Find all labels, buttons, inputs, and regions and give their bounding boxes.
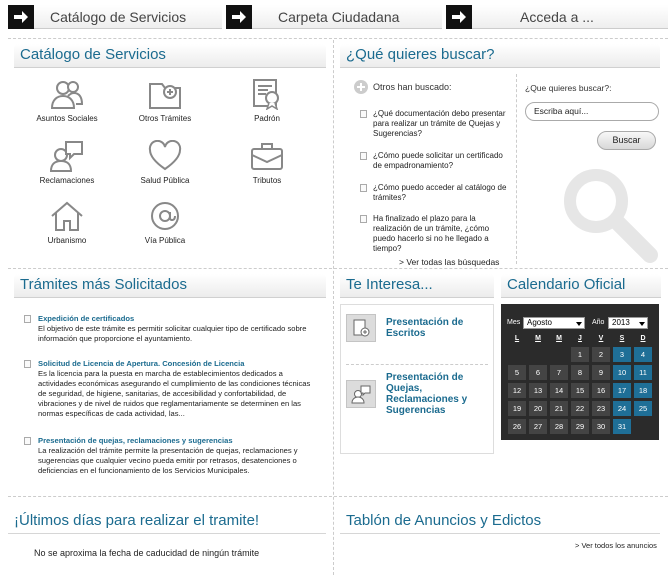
bullet-icon xyxy=(24,360,31,368)
arrow-right-icon xyxy=(226,5,252,29)
topnav-label: Acceda a ... xyxy=(472,5,668,29)
tramite-description: Es la licencia para la puesta en marcha de establecimientos dedicados a actividades económicas asegurando el cumplimiento de las condiciones técnicas de seguridad, de higiene, sanitarias, de accesibilidad y confortabilidad, de vibraciones y de nivel de ruidos que reglamentariamente se determinen en las normas específicas de cada actividad, las... xyxy=(38,369,311,418)
tramite-item[interactable] xyxy=(24,436,314,476)
calendar-day[interactable]: 17 xyxy=(613,383,631,398)
calendar-day[interactable]: 10 xyxy=(613,365,631,380)
calendar-day[interactable]: 13 xyxy=(529,383,547,398)
interesa-item-label: Presentación de Quejas, Reclamaciones y Sugerencias xyxy=(386,372,468,416)
calendar-day[interactable]: 29 xyxy=(571,419,589,434)
ultimos-message: No se aproxima la fecha de caducidad de ningún trámite xyxy=(34,548,260,558)
calendar-day[interactable]: 1 xyxy=(571,347,589,362)
divider xyxy=(516,74,517,264)
search-question[interactable] xyxy=(360,183,510,203)
bullet-icon xyxy=(360,152,367,160)
calendar-day[interactable]: 21 xyxy=(550,401,568,416)
question-text: ¿Cómo puede solicitar un certificado de empadronamiento? xyxy=(373,151,503,170)
calendar-day[interactable]: 12 xyxy=(508,383,526,398)
calendar-day[interactable]: 31 xyxy=(613,419,631,434)
bullet-icon xyxy=(24,437,31,445)
chevron-down-icon xyxy=(576,322,582,326)
calendar-day[interactable]: 30 xyxy=(592,419,610,434)
catalog-item-label: Padrón xyxy=(254,114,280,123)
search-question[interactable] xyxy=(360,109,510,139)
question-text: Ha finalizado el plazo para la realización de un trámite, ¿cómo puedo hacerlo si no he llegado a tiempo? xyxy=(373,214,490,253)
interesa-item-label: Presentación de Escritos xyxy=(386,317,464,339)
catalog-item-label: Urbanismo xyxy=(47,236,87,245)
arrow-right-icon xyxy=(8,5,34,29)
catalog-title: Catálogo de Servicios xyxy=(14,44,326,68)
calendar-day[interactable]: 18 xyxy=(634,383,652,398)
calendar-day[interactable]: 4 xyxy=(634,347,652,362)
topnav-label: Carpeta Ciudadana xyxy=(252,5,442,29)
certificate-icon xyxy=(250,78,284,110)
see-all-searches-link[interactable]: > Ver todas las búsquedas xyxy=(399,257,500,267)
catalog-item-label: Salud Pública xyxy=(140,176,190,185)
calendar-widget xyxy=(501,304,659,440)
house-icon xyxy=(50,200,84,232)
bullet-icon xyxy=(360,184,367,192)
catalog-item-salud-publica[interactable] xyxy=(120,140,210,185)
catalog-item-padron[interactable] xyxy=(222,78,312,123)
calendar-day[interactable]: 5 xyxy=(508,365,526,380)
search-title: ¿Qué quieres buscar? xyxy=(340,44,660,68)
calendar-day xyxy=(508,347,526,362)
calendar-day[interactable]: 9 xyxy=(592,365,610,380)
top-navigation xyxy=(0,0,672,38)
calendar-day[interactable]: 14 xyxy=(550,383,568,398)
calendar-day[interactable]: 23 xyxy=(592,401,610,416)
divider xyxy=(8,496,668,497)
month-select[interactable] xyxy=(523,317,585,329)
catalog-item-otros-tramites[interactable] xyxy=(120,78,210,123)
month-label: Mes xyxy=(507,319,521,326)
topnav-carpeta[interactable] xyxy=(226,5,442,29)
calendar-day[interactable]: 6 xyxy=(529,365,547,380)
weekday-label: S xyxy=(619,335,625,342)
catalog-item-label: Vía Pública xyxy=(144,236,186,245)
others-searched-label: Otros han buscado: xyxy=(373,82,452,92)
question-text: ¿Cómo puedo acceder al catálogo de trámites? xyxy=(373,183,507,202)
interesa-item-quejas[interactable] xyxy=(346,372,486,416)
briefcase-icon xyxy=(250,140,284,172)
divider xyxy=(346,364,488,365)
calendar-day[interactable]: 25 xyxy=(634,401,652,416)
tramite-title[interactable]: Expedición de certificados xyxy=(38,314,135,323)
catalog-item-via-publica[interactable] xyxy=(120,200,210,245)
catalog-item-label: Reclamaciones xyxy=(39,176,95,185)
catalog-item-asuntos-sociales[interactable] xyxy=(22,78,112,123)
tramite-description: La realización del trámite permite la presentación de quejas, reclamaciones y sugerencias que cualquier vecino pueda emitir por retrasos, desatenciones o deficiencias en el funcionamiento de los Servicios Municipales. xyxy=(38,446,298,475)
calendar-day[interactable]: 20 xyxy=(529,401,547,416)
interesa-item-escritos[interactable] xyxy=(346,314,486,342)
interesa-title: Te Interesa... xyxy=(340,274,494,298)
weekday-label: V xyxy=(598,335,604,342)
arrow-right-icon xyxy=(446,5,472,29)
calendar-day[interactable]: 27 xyxy=(529,419,547,434)
calendar-day[interactable]: 24 xyxy=(613,401,631,416)
heart-icon xyxy=(148,140,182,172)
ultimos-title: ¡Últimos días para realizar el tramite! xyxy=(8,510,326,534)
document-plus-icon xyxy=(346,314,376,342)
calendar-day xyxy=(529,347,547,362)
calendar-day xyxy=(550,347,568,362)
calendar-title: Calendario Oficial xyxy=(501,274,661,298)
at-sign-icon xyxy=(148,200,182,232)
calendar-day[interactable]: 3 xyxy=(613,347,631,362)
weekday-label: D xyxy=(640,335,646,342)
search-input[interactable]: Escriba aquí... xyxy=(525,102,659,121)
calendar-day[interactable]: 7 xyxy=(550,365,568,380)
month-value: Agosto xyxy=(527,318,552,327)
tablon-title: Tablón de Anuncios y Edictos xyxy=(340,510,660,534)
catalog-item-tributos[interactable] xyxy=(222,140,312,185)
bullet-icon xyxy=(360,215,367,223)
catalog-item-label: Asuntos Sociales xyxy=(36,114,98,123)
calendar-day[interactable]: 8 xyxy=(571,365,589,380)
weekday-label: J xyxy=(578,335,582,342)
calendar-day[interactable]: 28 xyxy=(550,419,568,434)
calendar-day xyxy=(634,419,652,434)
bullet-icon xyxy=(24,315,31,323)
calendar-day[interactable]: 11 xyxy=(634,365,652,380)
magnifier-icon xyxy=(560,165,664,265)
tramite-item[interactable] xyxy=(24,359,314,419)
tramite-title[interactable]: Presentación de quejas, reclamaciones y sugerencias xyxy=(38,436,233,445)
calendar-day[interactable]: 2 xyxy=(592,347,610,362)
plus-circle-icon xyxy=(354,80,368,94)
chat-people-icon xyxy=(50,140,84,172)
catalog-item-reclamaciones[interactable] xyxy=(22,140,112,185)
year-value: 2013 xyxy=(612,318,630,327)
tramites-title: Trámites más Solicitados xyxy=(14,274,326,298)
search-field-label: ¿Que quieres buscar?: xyxy=(525,83,612,93)
chevron-down-icon xyxy=(639,322,645,326)
catalog-item-label: Tributos xyxy=(252,176,282,185)
tramite-description: El objetivo de este trámite es permitir solicitar cualquier tipo de certificado sobre información que proporcione el ayuntamiento. xyxy=(38,324,307,343)
chat-people-icon xyxy=(346,380,376,408)
weekday-label: L xyxy=(514,335,520,342)
bullet-icon xyxy=(360,110,367,118)
calendar-day[interactable]: 26 xyxy=(508,419,526,434)
topnav-catalogo[interactable] xyxy=(8,5,222,29)
year-label: Año xyxy=(592,319,605,326)
divider xyxy=(8,38,668,39)
folder-plus-icon xyxy=(148,78,182,110)
topnav-acceda[interactable] xyxy=(446,5,668,29)
calendar-day[interactable]: 22 xyxy=(571,401,589,416)
catalog-item-urbanismo[interactable] xyxy=(22,200,112,245)
question-text: ¿Qué documentación debo presentar para realizar un trámite de Quejas y Sugerencias? xyxy=(373,109,506,138)
calendar-day[interactable]: 15 xyxy=(571,383,589,398)
tramite-item[interactable] xyxy=(24,314,314,344)
see-all-announcements-link[interactable]: > Ver todos los anuncios xyxy=(575,541,657,550)
weekday-label: M xyxy=(535,335,541,342)
divider xyxy=(8,268,668,269)
tramite-title[interactable]: Solicitud de Licencia de Apertura. Concesión de Licencia xyxy=(38,359,245,368)
catalog-item-label: Otros Trámites xyxy=(138,114,192,123)
year-select[interactable] xyxy=(608,317,648,329)
people-icon xyxy=(50,78,84,110)
topnav-label: Catálogo de Servicios xyxy=(34,5,222,29)
search-question[interactable] xyxy=(360,214,510,254)
search-question[interactable] xyxy=(360,151,510,171)
calendar-day[interactable]: 16 xyxy=(592,383,610,398)
calendar-day[interactable]: 19 xyxy=(508,401,526,416)
search-button[interactable]: Buscar xyxy=(597,131,656,150)
weekday-label: M xyxy=(556,335,562,342)
divider xyxy=(333,40,334,575)
